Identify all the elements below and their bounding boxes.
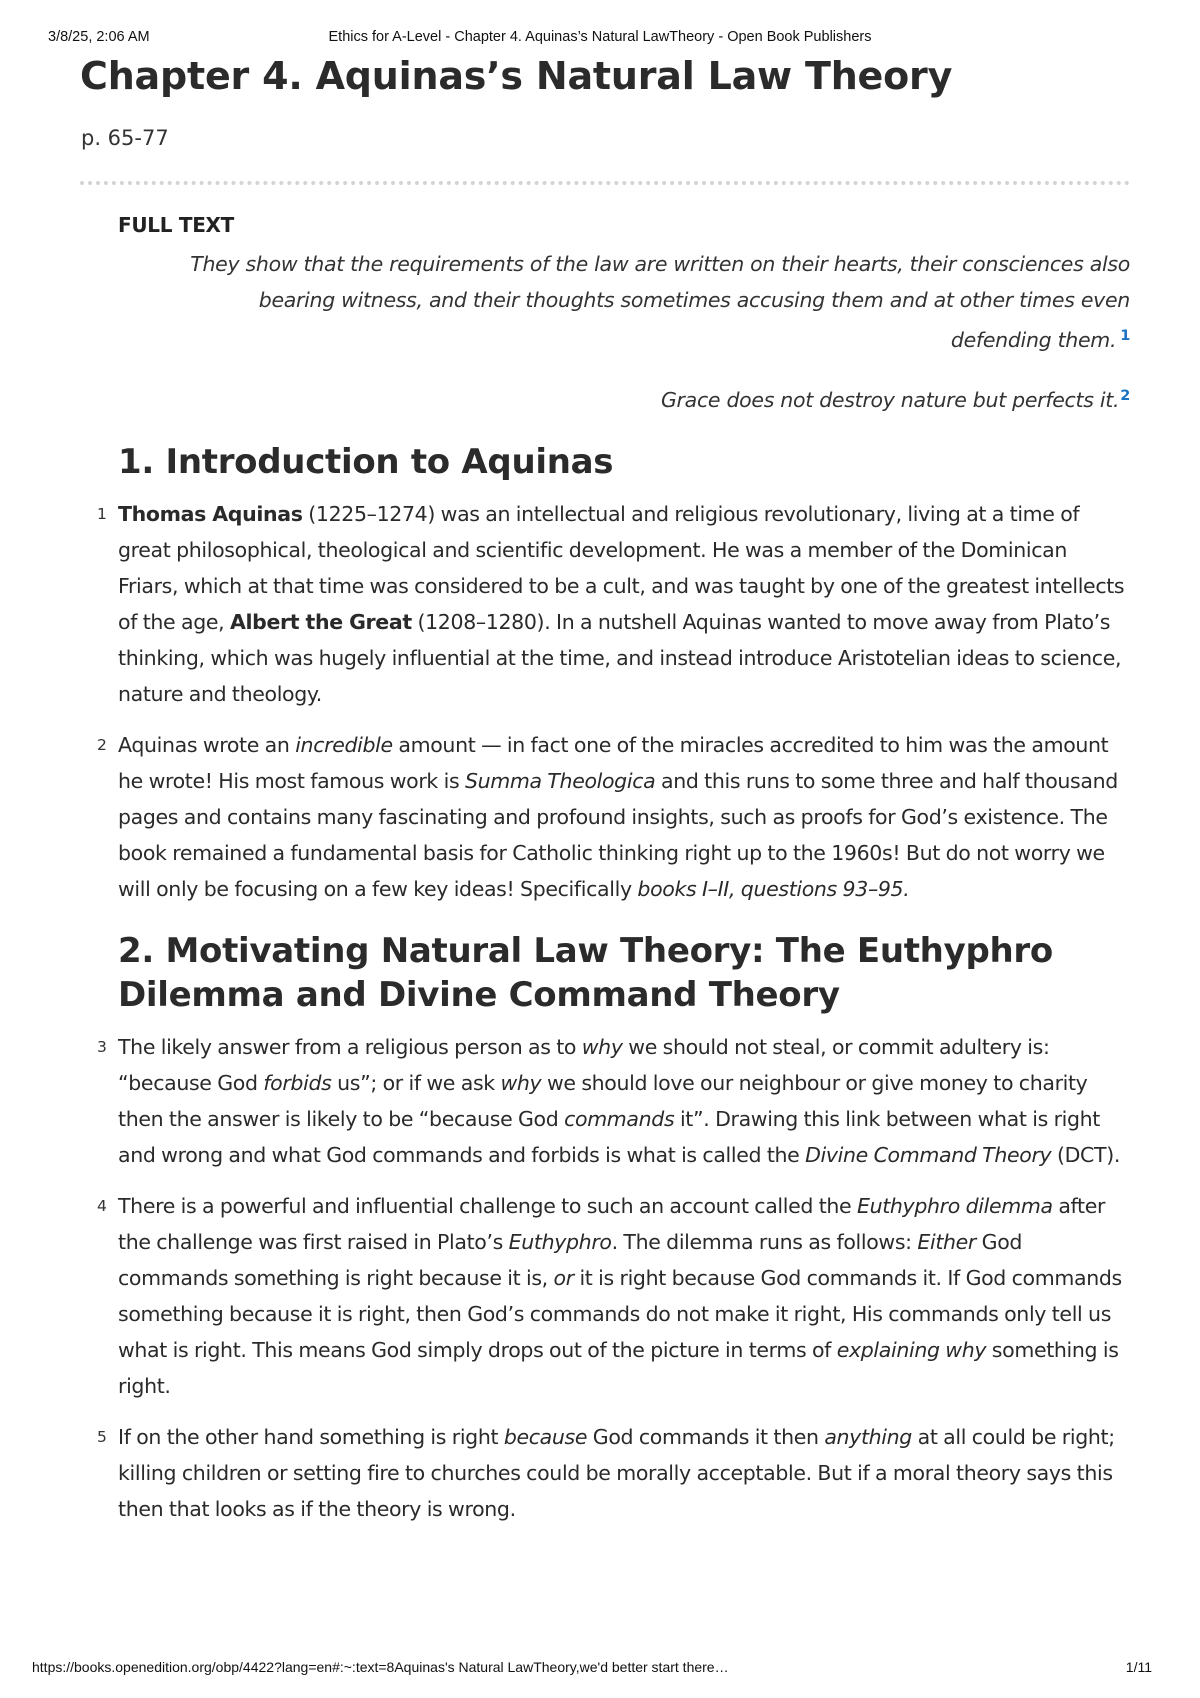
paragraph-text: (1208–1280). In a nutshell Aquinas wanted to move away from Plato’s thinking, which was hugely influential at the time, and instead introduce Aristotelian ideas to science, nature and theology. <box>118 610 1122 706</box>
paragraph <box>97 1029 1130 1173</box>
page-range: p. 65-77 <box>81 126 169 150</box>
paragraph-number: 1 <box>97 505 107 523</box>
person-name: Albert the Great <box>229 610 412 634</box>
epigraph-line: Grace does not destroy nature but perfects it <box>660 388 1113 412</box>
paragraph-text: it”. Drawing this link between what is right and wrong and what God commands and forbids is what is called the <box>118 1107 1100 1167</box>
emphasis: Summa Theologica <box>464 769 656 793</box>
paragraph-text: something is right. <box>118 1338 1119 1398</box>
epigraph-quote <box>118 246 1130 358</box>
paragraph-text: and this runs to some three and half thousand pages and contains many fascinating and profound insights, such as proofs for God’s existence. The book remained a fundamental basis for Catholic thinking right up to the 1960s! But do not worry we will only be focusing on a few key ideas! Specifically <box>118 769 1118 901</box>
paragraph-number: 4 <box>97 1197 107 1215</box>
dotted-divider <box>80 181 1130 185</box>
epigraph-line: bearing witness, and their thoughts sometimes accusing them and at other times even <box>258 288 1130 312</box>
paragraph-text: The likely answer from a religious person as to <box>118 1035 582 1059</box>
paragraph <box>97 496 1130 712</box>
emphasis: anything <box>824 1425 912 1449</box>
footnote-link[interactable]: 2 <box>1120 388 1130 404</box>
person-name: Thomas Aquinas <box>118 502 303 526</box>
paragraph-text: amount — in fact one of the miracles accredited to him was the amount he wrote! His most famous work is <box>118 733 1109 793</box>
paragraph-text: (DCT). <box>1051 1143 1121 1167</box>
epigraph-line: They show that the requirements of the law are written on their hearts, their consciences also <box>190 252 1130 276</box>
paragraph-text: after the challenge was first raised in Plato’s <box>118 1194 1106 1254</box>
emphasis: explaining why <box>836 1338 987 1362</box>
print-page-title: Ethics for A-Level - Chapter 4. Aquinas’s Natural LawTheory - Open Book Publishers <box>328 29 872 45</box>
emphasis: Euthyphro dilemma <box>856 1194 1053 1218</box>
epigraph-trail: . <box>1112 388 1120 412</box>
paragraph-number: 5 <box>97 1428 107 1446</box>
heading-line: Dilemma and Divine Command Theory <box>118 975 840 1015</box>
paragraph <box>97 1419 1130 1527</box>
emphasis: why <box>500 1071 542 1095</box>
paragraph <box>97 727 1130 907</box>
emphasis: Euthyphro <box>508 1230 612 1254</box>
paragraph-text: we should love our neighbour or give money to charity then the answer is likely to be “because God <box>118 1071 1088 1131</box>
epigraph-quote <box>118 378 1130 418</box>
chapter-title: Chapter 4. Aquinas’s Natural Law Theory <box>80 54 953 98</box>
full-text-label: FULL TEXT <box>118 213 235 237</box>
section-heading: 1. Introduction to Aquinas <box>118 442 614 482</box>
print-footer <box>32 1659 1152 1679</box>
paragraph-text: There is a powerful and influential challenge to such an account called the <box>118 1194 857 1218</box>
paragraph-text: . The dilemma runs as follows: <box>611 1230 918 1254</box>
paragraph-text: us”; or if we ask <box>331 1071 501 1095</box>
emphasis: Either <box>917 1230 977 1254</box>
paragraph-text: Aquinas wrote an <box>118 733 296 757</box>
emphasis: incredible <box>295 733 393 757</box>
print-header <box>48 29 1152 49</box>
page-number: 1/11 <box>1125 1659 1152 1675</box>
emphasis: why <box>581 1035 623 1059</box>
heading-line: 2. Motivating Natural Law Theory: The Euthyphro <box>118 931 1053 971</box>
emphasis: or <box>553 1266 574 1290</box>
emphasis: because <box>503 1425 588 1449</box>
paragraph-text: at all could be right; killing children or setting fire to churches could be morally acceptable. But if a moral theory says this then that looks as if the theory is wrong. <box>118 1425 1115 1521</box>
emphasis: Divine Command Theory <box>805 1143 1052 1167</box>
paragraph-text: God commands it then <box>587 1425 825 1449</box>
paragraph-text: God commands something is right because it is, <box>118 1230 1023 1290</box>
emphasis: forbids <box>263 1071 332 1095</box>
paragraph-number: 2 <box>97 736 107 754</box>
emphasis: commands <box>564 1107 675 1131</box>
chapter-content <box>97 208 1130 1527</box>
print-date: 3/8/25, 2:06 AM <box>48 29 150 45</box>
paragraph <box>97 1188 1130 1404</box>
paragraph-text: (1225–1274) was an intellectual and religious revolutionary, living at a time of great philosophical, theological and scientific development. He was a member of the Dominican Friars, which at that time was considered to be a cult, and was taught by one of the greatest intellects of the age, <box>118 502 1125 634</box>
epigraph-line: defending them. <box>950 328 1117 352</box>
paragraph-text: it is right because God commands it. If God commands something because it is right, then God’s commands do not make it right, His commands only tell us what is right. This means God simply drops out of the picture in terms of <box>118 1266 1122 1362</box>
paragraph-text: we should not steal, or commit adultery is: “because God <box>118 1035 1050 1095</box>
paragraph-number: 3 <box>97 1038 107 1056</box>
paragraph-text: If on the other hand something is right <box>118 1425 504 1449</box>
section-heading <box>118 929 1130 1017</box>
footnote-link[interactable]: 1 <box>1120 328 1130 344</box>
emphasis: books I–II, questions 93–95. <box>637 877 910 901</box>
page-url: https://books.openedition.org/obp/4422?lang=en#:~:text=8Aquinas's Natural LawTheory,we'd better start there… <box>32 1659 729 1675</box>
